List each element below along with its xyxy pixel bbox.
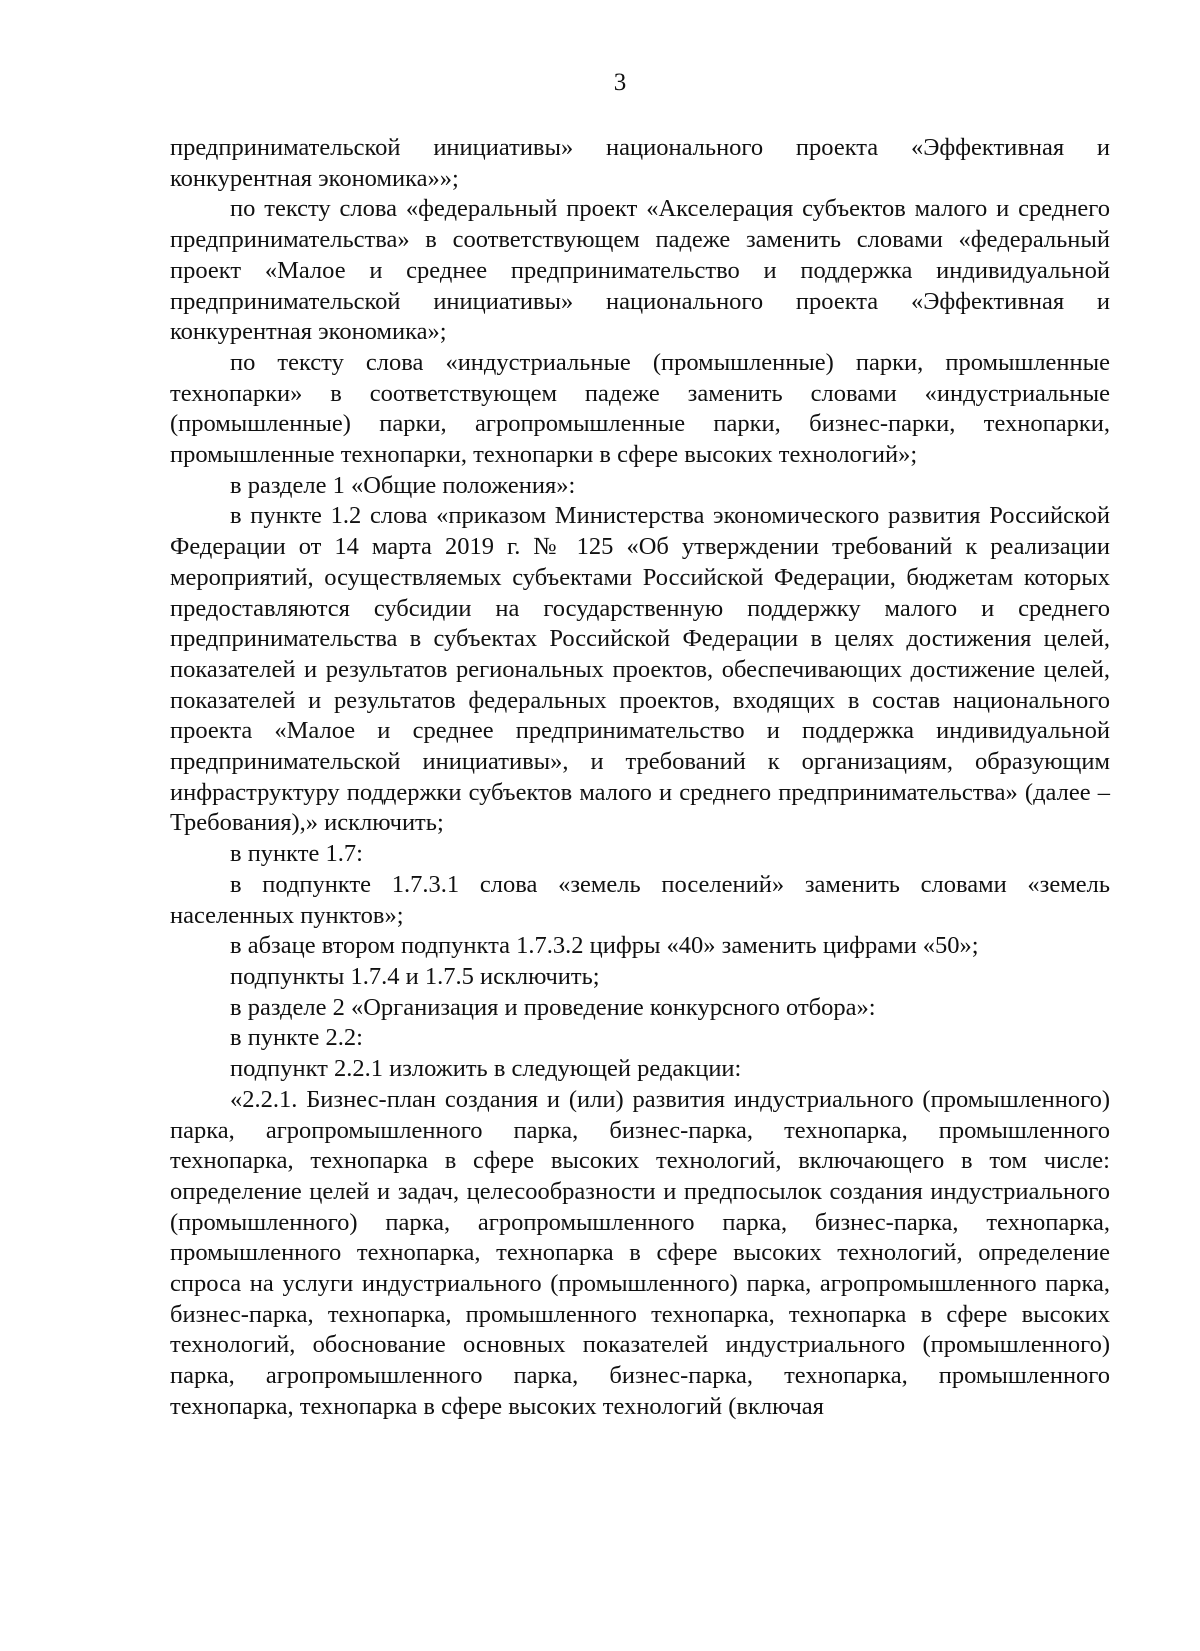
paragraph: предпринимательской инициативы» национального проекта «Эффективная и конкурентная экономика»»; (170, 134, 1110, 192)
paragraph: по тексту слова «федеральный проект «Акселерация субъектов малого и среднего предпринимательства» в соответствующем падеже заменить словами «федеральный проект «Малое и среднее предпринимательство и поддержка индивидуальной предпринимательской инициативы» национального проекта «Эффективная и конкурентная экономика»; (170, 195, 1110, 346)
paragraph: подпункты 1.7.4 и 1.7.5 исключить; (230, 962, 600, 990)
page-number: 3 (613, 69, 627, 96)
paragraph: в разделе 2 «Организация и проведение конкурсного отбора»: (230, 993, 876, 1021)
paragraph: «2.2.1. Бизнес-план создания и (или) развития индустриального (промышленного) парка, агропромышленного парка, бизнес-парка, технопарка, промышленного технопарка, технопарка в сфере высоких технологий, включающего в том числе: определение целей и задач, целесообразности и предпосылок создания индустриального (промышленного) парка, агропромышленного парка, бизнес-парка, технопарка, промышленного технопарка, технопарка в сфере высоких технологий, определение спроса на услуги индустриального (промышленного) парка, агропромышленного парка, бизнес-парка, технопарка, промышленного технопарка, технопарка в сфере высоких технологий, обоснование основных показателей индустриального (промышленного) парка, агропромышленного парка, бизнес-парка, технопарка, промышленного технопарка, технопарка в сфере высоких технологий (включая (170, 1085, 1110, 1420)
document-body (170, 133, 1110, 1423)
paragraph: в разделе 1 «Общие положения»: (230, 471, 576, 499)
paragraph: в пункте 1.2 слова «приказом Министерства экономического развития Российской Федерации от 14 марта 2019 г. № 125 «Об утверждении требований к реализации мероприятий, осуществляемых субъектами Российской Федерации, бюджетам которых предоставляются субсидии на государственную поддержку малого и среднего предпринимательства в субъектах Российской Федерации в целях достижения целей, показателей и результатов региональных проектов, обеспечивающих достижение целей, показателей и результатов федеральных проектов, входящих в состав национального проекта «Малое и среднее предпринимательство и поддержка индивидуальной предпринимательской инициативы», и требований к организациям, образующим инфраструктуру поддержки субъектов малого и среднего предпринимательства» (далее – Требования),» исключить; (170, 502, 1110, 837)
paragraph: в абзаце втором подпункта 1.7.3.2 цифры «40» заменить цифрами «50»; (230, 932, 979, 960)
paragraph: в пункте 2.2: (230, 1024, 363, 1052)
paragraph: в подпункте 1.7.3.1 слова «земель поселений» заменить словами «земель населенных пунктов»; (170, 870, 1110, 929)
paragraph: подпункт 2.2.1 изложить в следующей редакции: (230, 1055, 742, 1083)
paragraph: в пункте 1.7: (230, 840, 363, 868)
paragraph: по тексту слова «индустриальные (промышленные) парки, промышленные технопарки» в соответствующем падеже заменить словами «индустриальные (промышленные) парки, агропромышленные парки, бизнес-парки, технопарки, промышленные технопарки, технопарки в сфере высоких технологий»; (170, 348, 1110, 469)
